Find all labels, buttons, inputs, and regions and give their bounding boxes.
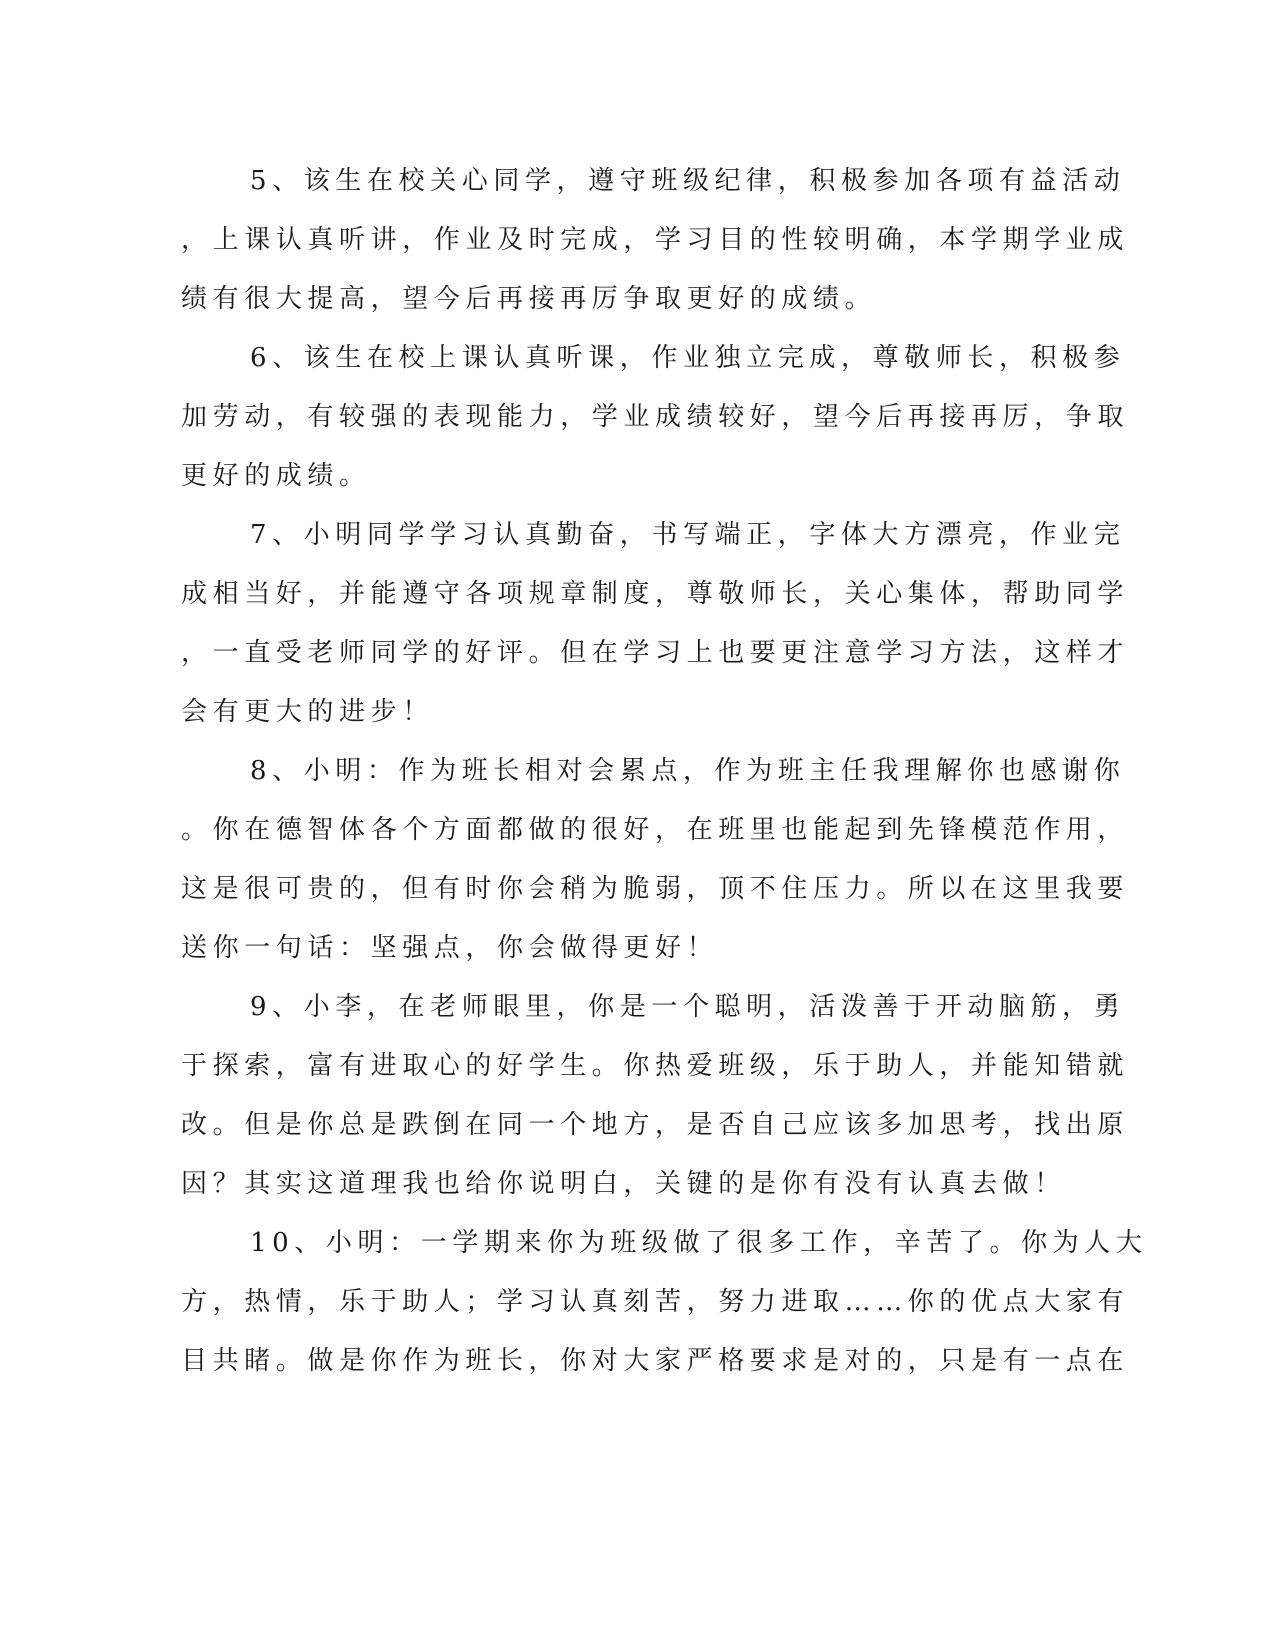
paragraph-8-line-2: 。你在德智体各个方面都做的很好，在班里也能起到先锋模范作用， bbox=[181, 815, 1130, 845]
paragraph-5-line-3: 绩有很大提高，望今后再接再厉争取更好的成绩。 bbox=[181, 284, 877, 314]
paragraph-7-line-4: 会有更大的进步！ bbox=[181, 697, 434, 727]
paragraph-5-line-2: ，上课认真听讲，作业及时完成，学习目的性较明确，本学期学业成 bbox=[181, 225, 1130, 255]
paragraph-9-line-4: 因？其实这道理我也给你说明白，关键的是你有没有认真去做！ bbox=[181, 1169, 1066, 1199]
paragraph-9-line-2: 于探索，富有进取心的好学生。你热爱班级，乐于助人，并能知错就 bbox=[181, 1051, 1130, 1081]
paragraph-8-line-3: 这是很可贵的，但有时你会稍为脆弱，顶不住压力。所以在这里我要 bbox=[181, 874, 1130, 904]
paragraph-7-line-3: ，一直受老师同学的好评。但在学习上也要更注意学习方法，这样才 bbox=[181, 638, 1130, 668]
paragraph-6-line-2: 加劳动，有较强的表现能力，学业成绩较好，望今后再接再厉，争取 bbox=[181, 402, 1130, 432]
paragraph-6-line-1: 6、该生在校上课认真听课，作业独立完成，尊敬师长，积极参 bbox=[250, 343, 1126, 373]
paragraph-10-line-2: 方，热情，乐于助人；学习认真刻苦，努力进取……你的优点大家有 bbox=[181, 1287, 1130, 1317]
paragraph-9-line-1: 9、小李，在老师眼里，你是一个聪明，活泼善于开动脑筋，勇 bbox=[250, 992, 1126, 1022]
paragraph-5-line-1: 5、该生在校关心同学，遵守班级纪律，积极参加各项有益活动 bbox=[250, 166, 1126, 196]
paragraph-9-line-3: 改。但是你总是跌倒在同一个地方，是否自己应该多加思考，找出原 bbox=[181, 1110, 1130, 1140]
paragraph-7-line-1: 7、小明同学学习认真勤奋，书写端正，字体大方漂亮，作业完 bbox=[250, 520, 1126, 550]
paragraph-8-line-4: 送你一句话：坚强点，你会做得更好！ bbox=[181, 933, 719, 963]
paragraph-7-line-2: 成相当好，并能遵守各项规章制度，尊敬师长，关心集体，帮助同学 bbox=[181, 579, 1130, 609]
paragraph-10-line-1: 10、小明：一学期来你为班级做了很多工作，辛苦了。你为人大 bbox=[250, 1228, 1148, 1258]
paragraph-8-line-1: 8、小明：作为班长相对会累点，作为班主任我理解你也感谢你 bbox=[250, 756, 1126, 786]
paragraph-6-line-3: 更好的成绩。 bbox=[181, 461, 371, 491]
paragraph-10-line-3: 目共睹。做是你作为班长，你对大家严格要求是对的，只是有一点在 bbox=[181, 1346, 1130, 1376]
